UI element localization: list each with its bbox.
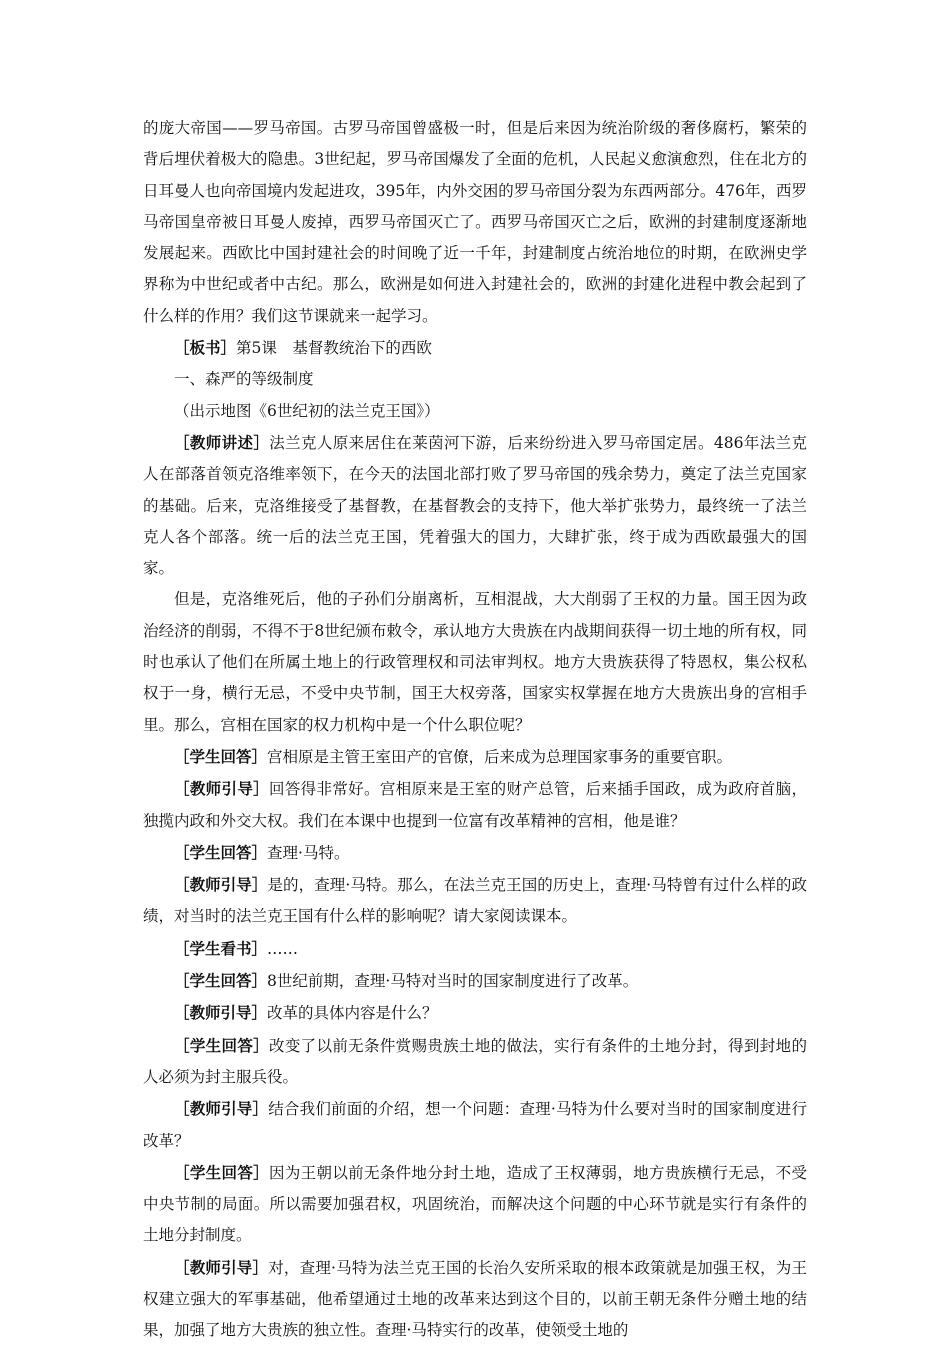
speaker-tag: ［教师引导］ [174,1099,269,1119]
paragraph-text: …… [267,939,299,958]
speaker-tag: ［教师引导］ [174,875,268,895]
paragraph-text: 但是，克洛维死后，他的子孙们分崩离析，互相混战，大大削弱了王权的力量。国王因为政治经济的削弱，不得不于8世纪颁布敕令，承认地方大贵族在内战期间获得一切土地的所有权，同时也承认了他们在所属土地上的行政管理权和司法审判权。地方大贵族获得了特恩权，集公权私权于一身，横行无忌，不受中央节制，国王大权旁落，国家实权掌握在地方大贵族出身的宫相手里。那么，宫相在国家的权力机构中是一个什么职位呢？ [143,590,807,734]
speaker-tag: ［学生回答］ [174,1035,269,1055]
paragraph-text: 回答得非常好。宫相原来是王室的财产总管，后来插手国政，成为政府首脑，独揽内政和外交大权。我们在本课中也提到一位富有改革精神的宫相，他是谁？ [143,780,807,830]
paragraph-text: 的庞大帝国——罗马帝国。古罗马帝国曾盛极一时，但是后来因为统治阶级的奢侈腐朽，繁荣的背后埋伏着极大的隐患。3世纪起，罗马帝国爆发了全面的危机，人民起义愈演愈烈，住在北方的日耳曼人也向帝国境内发起进攻，395年，内外交困的罗马帝国分裂为东西两部分。476年，西罗马帝国皇帝被日耳曼人废掉，西罗马帝国灭亡了。西罗马帝国灭亡之后，欧洲的封建制度逐渐地发展起来。西欧比中国封建社会的时间晚了近一千年，封建制度占统治地位的时期，在欧洲史学界称为中世纪或者中古纪。那么，欧洲是如何进入封建社会的，欧洲的封建化进程中教会起到了什么样的作用？我们这节课就来一起学习。 [143,119,807,325]
paragraph-student-answer [143,1157,807,1252]
speaker-tag: ［学生回答］ [174,1162,269,1182]
paragraph-intro [143,113,807,332]
paragraph-text: 8世纪前期，查理·马特对当时的国家制度进行了改革。 [267,972,639,991]
paragraph-student-answer [143,741,807,773]
map-note [143,396,807,427]
speaker-tag: ［学生回答］ [174,971,268,991]
paragraph-teacher-lecture [143,427,807,584]
paragraph-student-answer [143,1030,807,1094]
paragraph-text: 改变了以前无条件赏赐贵族土地的做法，实行有条件的土地分封，得到封地的人必须为封主服兵役。 [143,1036,807,1086]
paragraph-text: 是的，查理·马特。那么，在法兰克王国的历史上，查理·马特曾有过什么样的政绩，对当时的法兰克王国有什么样的影响呢？请大家阅读课本。 [143,876,807,926]
speaker-tag: ［教师引导］ [174,1003,268,1023]
paragraph-text: 因为王朝以前无条件地分封土地，造成了王权薄弱，地方贵族横行无忌，不受中央节制的局面。所以需要加强君权，巩固统治，而解决这个问题的中心环节就是实行有条件的土地分封制度。 [143,1163,807,1245]
paragraph-text: 对，查理·马特为法兰克王国的长治久安所采取的根本政策就是加强王权，为王权建立强大的军事基础，他希望通过土地的改革来达到这个目的，以前王朝无条件分赠土地的结果，加强了地方大贵族的独立性。查理·马特实行的改革，使领受土地的 [143,1258,807,1340]
section-heading [143,364,807,395]
paragraph-body [143,584,807,740]
paragraph-teacher-guide [143,869,807,933]
paragraph-student-reading [143,933,807,965]
speaker-tag: ［教师讲述］ [174,432,270,452]
paragraph-text: （出示地图《6世纪初的法兰克王国》） [174,401,440,420]
paragraph-text: 法兰克人原来居住在莱茵河下游，后来纷纷进入罗马帝国定居。486年法兰克人在部落首领克洛维率领下，在今天的法国北部打败了罗马帝国的残余势力，奠定了法兰克国家的基础。后来，克洛维接受了基督教，在基督教会的支持下，他大举扩张势力，最终统一了法兰克人各个部落。统一后的法兰克王国，凭着强大的国力，大肆扩张，终于成为西欧最强大的国家。 [143,433,807,578]
speaker-tag: ［学生看书］ [174,938,268,958]
paragraph-teacher-guide [143,1252,807,1347]
speaker-tag: ［学生回答］ [174,842,268,862]
paragraph-text: 查理·马特。 [267,843,350,862]
speaker-tag: ［板书］ [174,338,237,358]
paragraph-text: 一、森严的等级制度 [174,370,314,389]
document-page [143,113,807,1347]
paragraph-text: 第5课 基督教统治下的西欧 [236,339,432,358]
speaker-tag: ［教师引导］ [174,779,269,799]
speaker-tag: ［教师引导］ [174,1257,269,1277]
paragraph-teacher-guide [143,1093,807,1157]
paragraph-board-lesson [143,332,807,364]
paragraph-teacher-guide [143,773,807,837]
paragraph-text: 改革的具体内容是什么？ [267,1004,438,1023]
paragraph-student-answer [143,837,807,869]
paragraph-text: 结合我们前面的介绍，想一个问题：查理·马特为什么要对当时的国家制度进行改革？ [143,1100,807,1150]
paragraph-student-answer [143,965,807,997]
paragraph-teacher-guide [143,997,807,1029]
speaker-tag: ［学生回答］ [174,746,268,766]
paragraph-text: 宫相原是主管王室田产的官僚，后来成为总理国家事务的重要官职。 [267,747,733,766]
